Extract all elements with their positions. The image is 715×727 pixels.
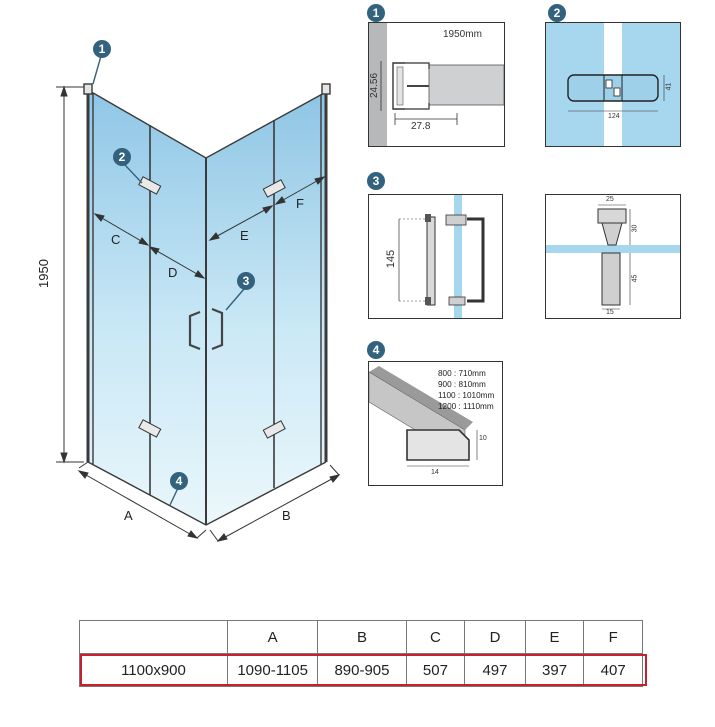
header-cell: F <box>584 621 643 654</box>
detail-4-dim-width: 14 <box>431 469 439 476</box>
detail-4-badge: 4 <box>367 341 385 359</box>
detail-1-drawing <box>369 23 504 146</box>
detail-3-handle <box>368 194 503 319</box>
callout-3: 3 <box>237 272 255 290</box>
left-glass-panel <box>88 90 206 525</box>
detail-1-dim-vertical: 24.56 <box>369 72 381 99</box>
header-cell <box>80 621 228 654</box>
size-line: 800 : 710mm <box>438 369 486 378</box>
label-b: B <box>282 508 291 523</box>
callout-4: 4 <box>170 472 188 490</box>
table-cell: 1100x900 <box>80 654 228 687</box>
detail-3-dim-vertical: 145 <box>385 249 398 269</box>
header-cell: B <box>318 621 406 654</box>
size-line: 1100 : 1010mm <box>438 391 495 400</box>
detail-3-badge: 3 <box>367 172 385 190</box>
detail-1-dim-horizontal: 27.8 <box>411 121 431 132</box>
detail-2-badge: 2 <box>548 4 566 22</box>
detail-2-hinge-top-view <box>545 22 681 147</box>
height-label: 1950 <box>35 259 51 288</box>
right-glass-panel <box>206 92 326 525</box>
label-a: A <box>124 508 133 523</box>
dimension-table <box>79 620 643 687</box>
table-cell: 497 <box>465 654 526 687</box>
size-line: 1200 : 1110mm <box>438 402 494 411</box>
table-header-row <box>80 621 643 654</box>
table-cell: 1090-1105 <box>227 654 317 687</box>
table-cell: 890-905 <box>318 654 406 687</box>
label-e: E <box>240 228 249 243</box>
detail-3b-dim-bottom: 15 <box>606 309 614 316</box>
detail-1-wall-profile <box>368 22 505 147</box>
detail-1-height-text: 1950mm <box>443 29 482 40</box>
label-f: F <box>296 196 304 211</box>
detail-3b-dim-upper: 30 <box>631 224 639 233</box>
detail-2-drawing <box>546 23 680 146</box>
detail-3b-dim-lower: 45 <box>631 274 639 283</box>
table-cell: 407 <box>584 654 643 687</box>
detail-4-size-list <box>438 368 494 412</box>
detail-1-badge: 1 <box>367 4 385 22</box>
header-cell: C <box>406 621 465 654</box>
header-cell: A <box>227 621 317 654</box>
detail-2-dim-width: 124 <box>608 113 620 120</box>
table-cell: 507 <box>406 654 465 687</box>
size-line: 900 : 810mm <box>438 380 486 389</box>
label-c: C <box>111 232 121 247</box>
label-d: D <box>168 265 178 280</box>
detail-3b-handle-section <box>545 194 681 319</box>
header-cell: D <box>465 621 526 654</box>
header-cell: E <box>525 621 584 654</box>
table-row <box>80 654 643 687</box>
table-cell: 397 <box>525 654 584 687</box>
detail-2-dim-height: 41 <box>665 82 673 91</box>
callout-1: 1 <box>93 40 111 58</box>
detail-4-dim-height: 10 <box>479 435 487 442</box>
callout-2: 2 <box>113 148 131 166</box>
detail-3b-dim-top: 25 <box>606 196 614 203</box>
detail-3b-drawing <box>546 195 680 318</box>
